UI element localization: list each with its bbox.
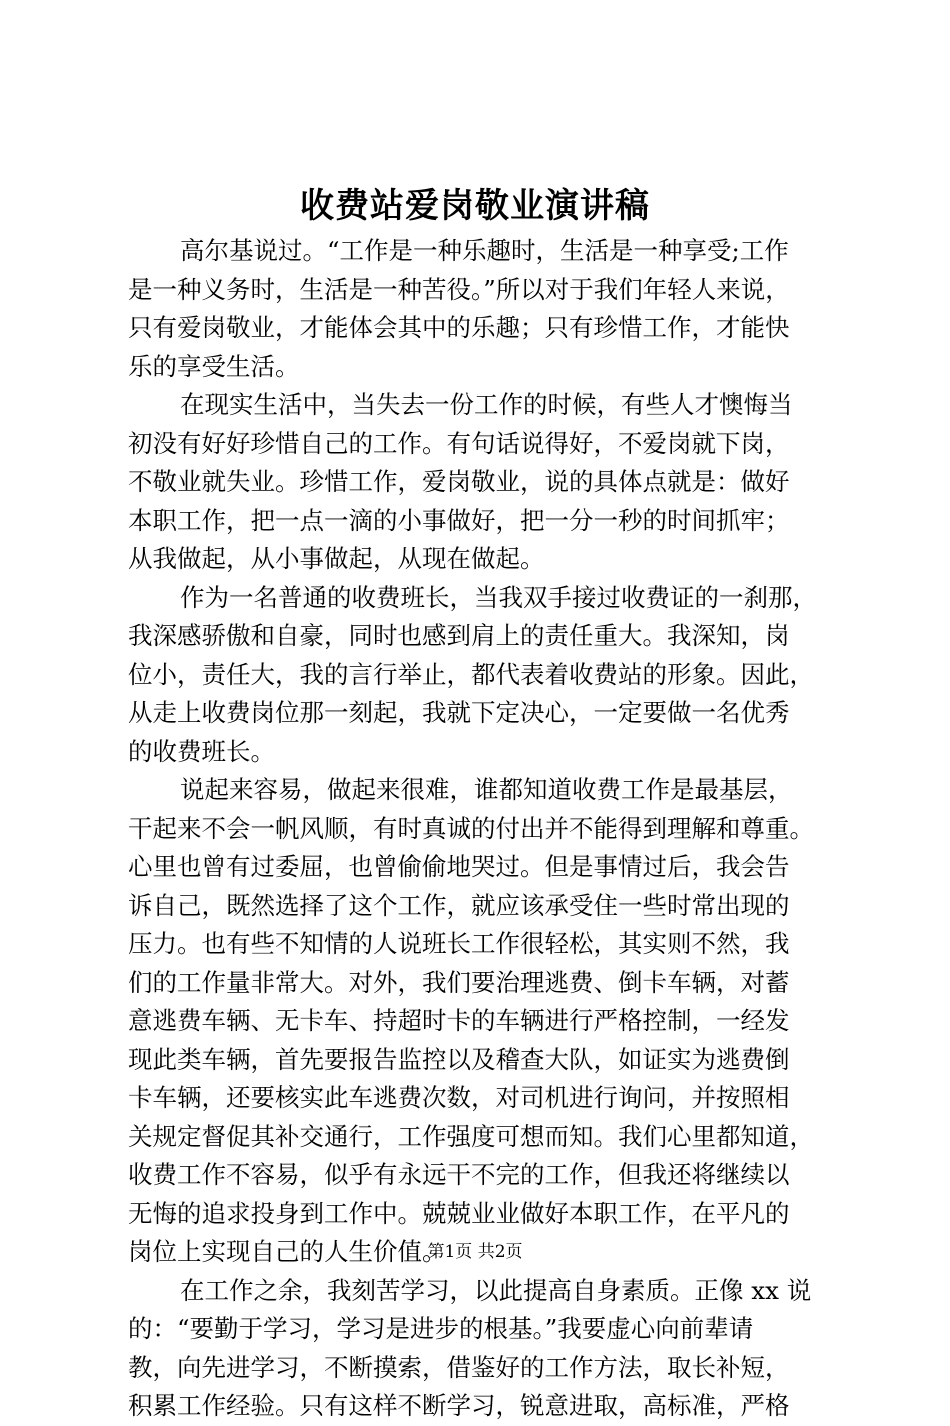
text-line: 我深感骄傲和自豪，同时也感到肩上的责任重大。我深知，岗 [128,621,790,650]
text-line: 无悔的追求投身到工作中。兢兢业业做好本职工作，在平凡的 [128,1198,790,1228]
text-line: 压力。也有些不知情的人说班长工作很轻松，其实则不然，我 [128,929,790,958]
text-line: 不敬业就失业。珍惜工作，爱岗敬业，说的具体点就是：做好 [128,467,790,496]
text-line: 的收费班长。 [128,736,275,766]
text-line: 关规定督促其补交通行，工作强度可想而知。我们心里都知道， [128,1121,814,1151]
text-line: 说起来容易，做起来很难，谁都知道收费工作是最基层， [180,775,793,804]
text-line: 干起来不会一帆风顺，有时真诚的付出并不能得到理解和尊重。 [128,813,814,843]
text-line: 是一种义务时，生活是一种苦役。”所以对于我们年轻人来说， [128,274,790,304]
page-footer: 第1页 共2页 [427,1242,523,1262]
text-line: 积累工作经验。只有这样不断学习，锐意进取，高标准，严格 [128,1391,790,1420]
text-line: 心里也曾有过委屈，也曾偷偷地哭过。但是事情过后，我会告 [128,852,790,881]
text-line: 在现实生活中，当失去一份工作的时候，有些人才懊悔当 [180,390,793,419]
text-line: 作为一名普通的收费班长，当我双手接过收费证的一刹那， [180,582,817,612]
text-line: 从走上收费岗位那一刻起，我就下定决心，一定要做一名优秀 [128,698,790,727]
text-line: 诉自己，既然选择了这个工作，就应该承受住一些时常出现的 [128,890,790,920]
text-line: 本职工作，把一点一滴的小事做好，把一分一秒的时间抓牢； [128,505,790,535]
text-line: 初没有好好珍惜自己的工作。有句话说得好，不爱岗就下岗， [128,428,790,458]
text-line: 意逃费车辆、无卡车、持超时卡的车辆进行严格控制，一经发 [128,1006,790,1035]
text-line: 位小，责任大，我的言行举止，都代表着收费站的形象。因此， [128,659,814,689]
text-line: 从我做起，从小事做起，从现在做起。 [128,544,545,573]
text-line: 卡车辆，还要核实此车逃费次数，对司机进行询问，并按照相 [128,1083,790,1112]
text-line: 教，向先进学习，不断摸索，借鉴好的工作方法，取长补短， [128,1352,790,1382]
text-line: 高尔基说过。“工作是一种乐趣时，生活是一种享受;工作 [180,236,789,265]
text-line: 们的工作量非常大。对外，我们要治理逃费、倒卡车辆，对蓄 [128,967,790,997]
text-line: 乐的享受生活。 [128,351,300,381]
text-line: 的：“要勤于学习，学习是进步的根基。”我要虚心向前辈请 [128,1314,754,1343]
text-line: 现此类车辆，首先要报告监控以及稽查大队，如证实为逃费倒 [128,1044,790,1074]
text-line: 在工作之余，我刻苦学习，以此提高自身素质。正像 xx 说 [180,1275,812,1305]
text-line: 收费工作不容易，似乎有永远干不完的工作，但我还将继续以 [128,1160,790,1189]
text-line: 只有爱岗敬业，才能体会其中的乐趣；只有珍惜工作，才能快 [128,313,790,342]
document-title: 收费站爱岗敬业演讲稿 [300,186,650,226]
text-line: 岗位上实现自己的人生价值。 [128,1237,447,1266]
